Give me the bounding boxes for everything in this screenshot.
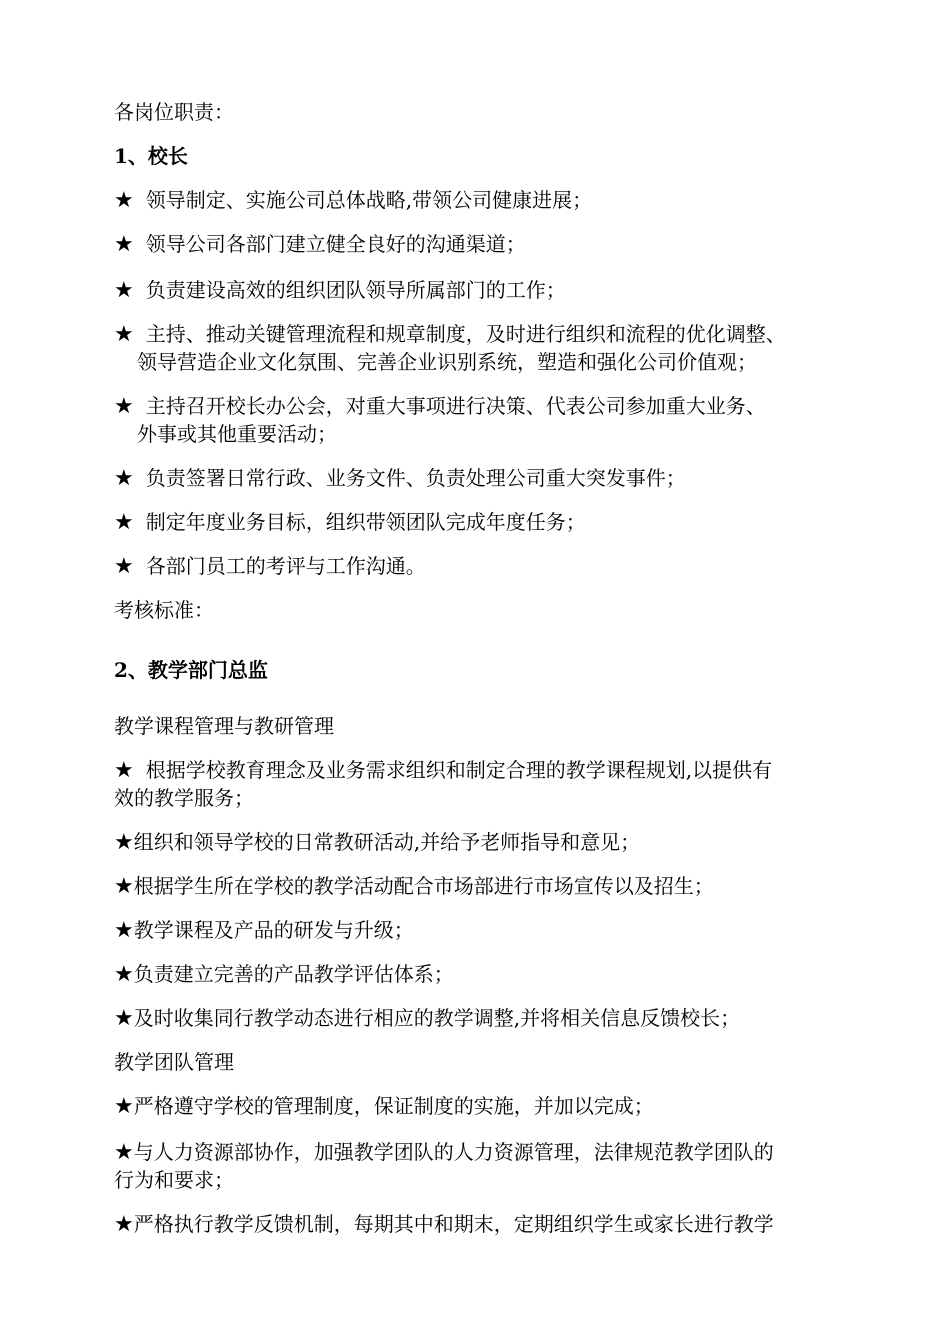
bullet-text: 组织和领导学校的日常教研活动,并给予老师指导和意见； xyxy=(133,830,641,854)
bullet-text: 领导公司各部门建立健全良好的沟通渠道； xyxy=(145,232,526,256)
bullet-text: 严格遵守学校的管理制度，保证制度的实施，并加以完成； xyxy=(133,1094,654,1118)
bullet-text: 负责建设高效的组织团队领导所属部门的工作； xyxy=(145,278,566,302)
bullet-text: 制定年度业务目标，组织带领团队完成年度任务； xyxy=(145,510,586,534)
bullet-item xyxy=(114,230,526,259)
bullet-item xyxy=(114,916,414,945)
star-icon: ★ xyxy=(114,874,134,899)
bullet-text: 主持、推动关键管理流程和规章制度，及时进行组织和流程的优化调整、 xyxy=(145,322,786,346)
bullet-item xyxy=(114,1092,654,1121)
subsection-title: 教学课程管理与教研管理 xyxy=(114,714,334,738)
bullet-text: 教学课程及产品的研发与升级； xyxy=(133,918,414,942)
star-icon: ★ xyxy=(114,394,134,419)
bullet-item xyxy=(114,392,766,421)
star-icon: ★ xyxy=(114,554,134,579)
bullet-text: 与人力资源部协作，加强教学团队的人力资源管理，法律规范教学团队的 xyxy=(133,1140,774,1164)
bullet-text: 及时收集同行教学动态进行相应的教学调整,并将相关信息反馈校长； xyxy=(133,1006,741,1030)
bullet-item xyxy=(114,508,586,537)
bullet-text: 严格执行教学反馈机制，每期其中和期末，定期组织学生或家长进行教学 xyxy=(133,1212,774,1236)
bullet-text: 根据学生所在学校的教学活动配合市场部进行市场宣传以及招生； xyxy=(133,874,714,898)
section2-heading: 2、教学部门总监 xyxy=(114,658,268,682)
bullet-text: 主持召开校长办公会，对重大事项进行决策、代表公司参加重大业务、 xyxy=(145,394,766,418)
bullet-item xyxy=(114,1210,774,1239)
bullet-item xyxy=(114,828,640,857)
bullet-item xyxy=(114,1138,774,1167)
bullet-item xyxy=(114,552,426,581)
intro-text: 各岗位职责： xyxy=(114,100,234,124)
assessment-label: 考核标准： xyxy=(114,598,214,622)
star-icon: ★ xyxy=(114,1140,134,1165)
star-icon: ★ xyxy=(114,278,134,303)
bullet-item xyxy=(114,276,566,305)
star-icon: ★ xyxy=(114,962,134,987)
star-icon: ★ xyxy=(114,188,134,213)
star-icon: ★ xyxy=(114,322,134,347)
bullet-text-continuation: 外事或其他重要活动； xyxy=(137,422,337,446)
star-icon: ★ xyxy=(114,1006,134,1031)
section1-heading: 1、校长 xyxy=(114,144,188,168)
star-icon: ★ xyxy=(114,1212,134,1237)
bullet-text: 负责建立完善的产品教学评估体系； xyxy=(133,962,454,986)
star-icon: ★ xyxy=(114,466,134,491)
bullet-text: 各部门员工的考评与工作沟通。 xyxy=(145,554,426,578)
bullet-item xyxy=(114,186,592,215)
star-icon: ★ xyxy=(114,830,134,855)
bullet-text-continuation: 行为和要求； xyxy=(114,1168,234,1192)
bullet-item xyxy=(114,872,714,901)
bullet-text-continuation: 领导营造企业文化氛围、完善企业识别系统，塑造和强化公司价值观； xyxy=(137,350,757,374)
bullet-text: 领导制定、实施公司总体战略,带领公司健康进展； xyxy=(145,188,593,212)
bullet-item xyxy=(114,960,454,989)
bullet-item xyxy=(114,1004,740,1033)
bullet-text: 负责签署日常行政、业务文件、负责处理公司重大突发事件； xyxy=(145,466,686,490)
star-icon: ★ xyxy=(114,918,134,943)
bullet-item xyxy=(114,320,786,349)
bullet-text: 根据学校教育理念及业务需求组织和制定合理的教学课程规划,以提供有 xyxy=(145,758,773,782)
bullet-text-continuation: 效的教学服务； xyxy=(114,786,254,810)
star-icon: ★ xyxy=(114,758,134,783)
star-icon: ★ xyxy=(114,232,134,257)
star-icon: ★ xyxy=(114,510,134,535)
bullet-item xyxy=(114,464,686,493)
subsection-title: 教学团队管理 xyxy=(114,1050,234,1074)
star-icon: ★ xyxy=(114,1094,134,1119)
bullet-item xyxy=(114,756,772,785)
